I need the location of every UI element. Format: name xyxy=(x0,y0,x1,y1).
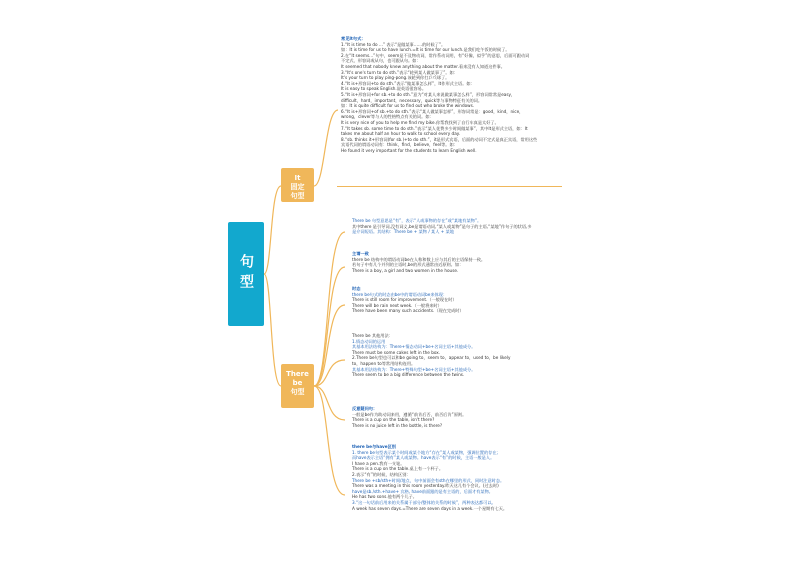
tb_agree-line: 若句子中有几个并列的主语时,be的形式通常由近原则。如： xyxy=(352,262,464,268)
it-line: difficult，hard，important，necessary，quick等与事物特征有关的词。 xyxy=(341,97,483,103)
it-line: 如：It is quite difficult for us to find out who broke the windows. xyxy=(341,103,475,109)
tb_have-line: I have a pen.我有一支笔。 xyxy=(352,460,405,466)
it-line: 5.“It is+形容词+for sb.+to do sth.”意为“对某人来说做某事怎么样”，形容词常常是easy， xyxy=(341,91,516,97)
branch-tb-label-3: 句型 xyxy=(290,388,305,396)
tb_other-line: 2.There be句型也可以和be going to，seem to，appear to，used to，be likely xyxy=(352,355,511,361)
it-line: It is easy to speak English.说英语很容易。 xyxy=(341,86,427,92)
it-line: It seemed that nobody knew anything about the matter.看来没有人知道这件事。 xyxy=(341,63,505,69)
tb_tag-line: 一般是be作为助动词来用，遵循“前肯后否，前否后肯”原则。 xyxy=(352,411,467,417)
tb_tag-line: There is no juice left in the bottle, is there? xyxy=(352,422,443,428)
tb_other-line: 其基本用法结构为：There+情态动词+be+名词主语+其他成分。 xyxy=(352,344,476,350)
it-notes-underline xyxy=(337,186,562,187)
tb_have-line: There was a meeting in this room yesterday.昨天这儿有个会议。(过去时) xyxy=(352,483,499,489)
tb_other-line: There must be some cakes left in the box. xyxy=(352,349,441,355)
tb_have-line: There is a cup on the table.桌上有一个杯子。 xyxy=(352,466,444,472)
connector-tb-intro xyxy=(314,232,345,386)
tb_other-line: to，happen to等常用结构连用。 xyxy=(352,360,416,366)
tb_have-line: 2.表示“有”的时候，结构区别： xyxy=(352,471,411,477)
it-line: He found it very important for the students to learn English well. xyxy=(341,147,477,153)
it-line: 3.“It's one's turn to do sth.”表示“轮到某人做某事了”。如： xyxy=(341,69,458,75)
it-line: 8.“sb. thinks it+形容词(for sb.)+to do sth.”，it是形式宾语，后面的动词不定式是真正宾语，常用这些 xyxy=(341,136,538,142)
it-line: 4.“It is+形容词+to do sth.”表示“做某事怎么样”，It作形式主语。如： xyxy=(341,80,475,86)
tb_intro-line: 其中there 是引导词,没有词义,be是谓语动词,“某人或某物”是句子的主语,“某地”作句子的状语,多 xyxy=(352,223,532,229)
tb_agree-line: there be 结构中的谓语动词be在人称和数上应与其后的主语保持一致。 xyxy=(352,256,486,262)
tb_intro-line: 是介词短语。其结构：There be + 某物 / 某人 + 某地 xyxy=(352,229,454,235)
tb_tense-line: There will be rain next week.（一般将来时） xyxy=(352,302,442,308)
tb_have-line: There be +sb/sth+时间/地点，句中前面会有sth在哪里的形式，同时注意时态。 xyxy=(352,477,505,483)
it-sentence-notes xyxy=(341,36,537,153)
tb_have-line: 3.“这一句话前后用来的关系属于部分/整体的关系的时候”，两种表达都可以。 xyxy=(352,499,496,505)
tb_other-line: 1.情态动词的运用 xyxy=(352,338,386,344)
it-line: It's your turn to play ping-pong.该轮到你打乒乓球了。 xyxy=(341,75,450,81)
tb_tense-line: 时态 xyxy=(352,286,361,291)
it-line: wrong，clever等与人的性格特点有关的词。如： xyxy=(341,114,434,120)
there-be-tag-question-notes xyxy=(352,406,466,428)
tb_have-line: there be与have区别 xyxy=(352,444,396,449)
connector-root-therebe xyxy=(264,274,281,386)
tb_tense-line: There have been many such accidents.（现在完成时） xyxy=(352,308,464,314)
connector-tb-have xyxy=(314,386,345,495)
there-be-other-usage-notes xyxy=(352,333,510,378)
tb_have-line: have是sb./sth.+have+ 宾格, have前面跟的是有主语的，后面才有某物。 xyxy=(352,488,493,494)
tb_other-line: There seem to be a big difference between the twins. xyxy=(352,372,465,378)
tb_other-line: 其基本用法结构为：There+特殊句型+be+名词主语+其他成分。 xyxy=(352,366,476,372)
it-line: 不定式、形容词或从句，也可跟从句。如： xyxy=(341,58,421,64)
tb_other-line: There be 其他用法： xyxy=(352,333,393,338)
branch-there-be[interactable] xyxy=(281,364,314,408)
it-line: 宾语代词的谓语动词有：think，find，believe，feel等。如： xyxy=(341,142,458,148)
it-line: 7.“It takes sb. some time to do sth.”表示“某人花费多少时间做某事”，其中It是形式主语，如：It xyxy=(341,125,528,131)
tb_intro-line: There be 句型意思是“有”，表示“人或事物的存在”或“某地有某物”。 xyxy=(352,218,482,223)
there-be-intro-notes xyxy=(352,218,532,235)
tb_tag-line: 反意疑问句： xyxy=(352,406,378,411)
tb_tense-line: there be句式的时态由be中的谓语动词be来体现： xyxy=(352,291,448,297)
branch-it-label-3: 句型 xyxy=(290,192,305,200)
tb_have-line: 1. there be句型表示某个时间或某个地方“存在”某人或某物，强调位置的存在； xyxy=(352,449,501,455)
tb_have-line: 而have表示主语“拥有”某人或某物。have表示“有”的时候，主语一般是人。 xyxy=(352,455,495,461)
tb_agree-line: 主谓一致 xyxy=(352,251,369,256)
it-line: It is very nice of you to help me find my bike.你帮我找到了自行车真是太好了。 xyxy=(341,119,499,125)
there-be-agreement-notes xyxy=(352,251,485,273)
branch-tb-label-2: be xyxy=(292,379,303,387)
tb_have-line: He has two sons.他有两个儿子。 xyxy=(352,494,417,500)
tb_tense-line: There is still room for improvement.（一般现在时） xyxy=(352,297,457,303)
tb_tag-line: There is a cup on the table, isn't there? xyxy=(352,417,435,423)
connector-it-block xyxy=(314,110,338,186)
it-line: 1.“It is time to do ...” 表示“是做某事……的时候了”。 xyxy=(341,41,446,47)
it-line: 6.“It is+形容词+of sb.+to do sth.”表示“某人做某事怎样”，形容词常是：good，kind，nice， xyxy=(341,108,524,114)
root-node[interactable] xyxy=(228,222,264,326)
branch-it-label-1: It xyxy=(294,174,301,182)
root-label: 句型 xyxy=(238,254,254,294)
it-line: takes me about half an hour to walk to school every day. xyxy=(341,131,460,137)
connector-tb-agree xyxy=(314,267,345,386)
branch-it-label-2: 固定 xyxy=(290,183,305,191)
tb_have-line: A week has seven days.=There are seven days in a week.一个星期有七天。 xyxy=(352,505,508,511)
it-line: 常见It句式： xyxy=(341,36,366,41)
tb_agree-line: There is a boy, a girl and two women in the house. xyxy=(352,267,459,273)
it-line: 如：It is time for us to have lunch.=It is time for our lunch.是我们吃午饭的时候了。 xyxy=(341,47,510,53)
connector-root-it xyxy=(264,186,281,274)
it-line: 2.在“It seems...”句中，seem是不及物动词，常作系动词用，有“好像，似乎”的意思，后面可跟动词 xyxy=(341,52,530,58)
there-be-tense-notes xyxy=(352,286,464,314)
branch-tb-label-1: There xyxy=(286,370,309,378)
branch-it-sentence[interactable] xyxy=(281,168,314,202)
there-be-vs-have-notes xyxy=(352,444,507,511)
